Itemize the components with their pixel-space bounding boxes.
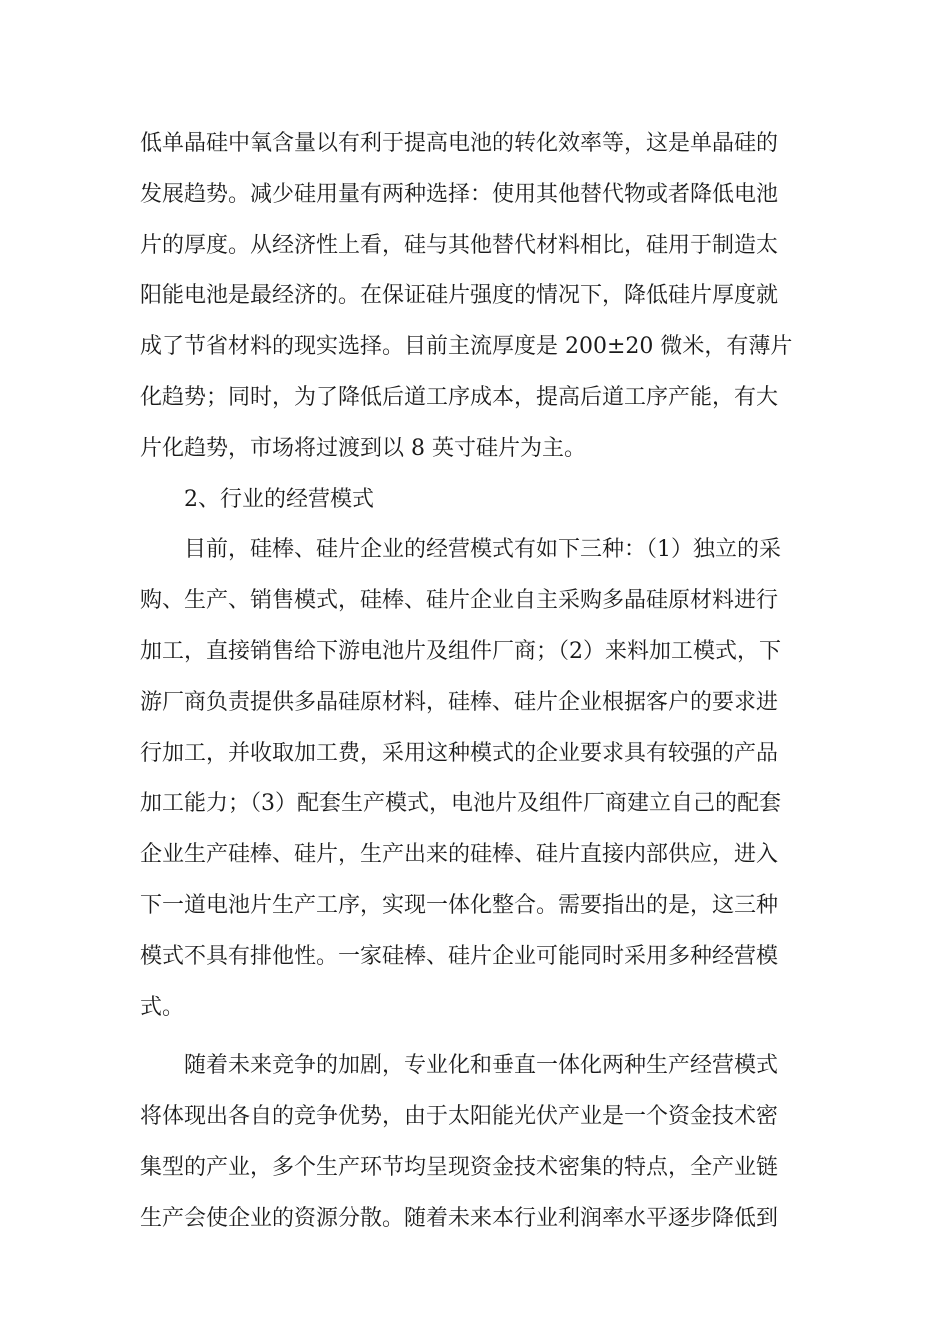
text-line: 化趋势；同时，为了降低后道工序成本，提高后道工序产能，有大	[140, 384, 779, 410]
text-line: 片的厚度。从经济性上看，硅与其他替代材料相比，硅用于制造太	[140, 232, 779, 258]
paragraph-1	[140, 119, 793, 475]
paragraph-2	[140, 525, 790, 1033]
text-line: 下一道电池片生产工序，实现一体化整合。需要指出的是，这三种	[140, 892, 779, 918]
text-line: 游厂商负责提供多晶硅原材料，硅棒、硅片企业根据客户的要求进	[140, 689, 779, 715]
text-line: 成了节省材料的现实选择。目前主流厚度是 200±20 微米，有薄片	[140, 334, 793, 360]
text-line: 低单晶硅中氧含量以有利于提高电池的转化效率等，这是单晶硅的	[140, 131, 779, 156]
text-line: 购、生产、销售模式，硅棒、硅片企业自主采购多晶硅原材料进行	[140, 588, 779, 614]
text-line: 片化趋势，市场将过渡到以 8 英寸硅片为主。	[140, 435, 586, 461]
text-line: 企业生产硅棒、硅片，生产出来的硅棒、硅片直接内部供应，进入	[140, 842, 779, 868]
text-line: 将体现出各自的竞争优势，由于太阳能光伏产业是一个资金技术密	[140, 1104, 779, 1130]
text-line: 加工能力；（3）配套生产模式，电池片及组件厂商建立自己的配套	[140, 791, 781, 817]
text-line: 集型的产业，多个生产环节均呈现资金技术密集的特点，全产业链	[140, 1154, 779, 1180]
text-line: 生产会使企业的资源分散。随着未来本行业利润率水平逐步降低到	[140, 1205, 779, 1231]
paragraph-3	[140, 1041, 790, 1244]
text-line: 行加工，并收取加工费，采用这种模式的企业要求具有较强的产品	[140, 740, 779, 766]
text-line: 随着未来竞争的加剧，专业化和垂直一体化两种生产经营模式	[184, 1053, 779, 1079]
text-line: 发展趋势。减少硅用量有两种选择：使用其他替代物或者降低电池	[140, 181, 779, 207]
text-line: 式。	[140, 994, 185, 1020]
text-line: 模式不具有排他性。一家硅棒、硅片企业可能同时采用多种经营模	[140, 943, 779, 969]
text-line: 阳能电池是最经济的。在保证硅片强度的情况下，降低硅片厚度就	[140, 283, 779, 309]
document-body	[140, 119, 793, 1245]
section-heading: 2、行业的经营模式	[184, 486, 374, 512]
text-line: 目前，硅棒、硅片企业的经营模式有如下三种：（1）独立的采	[184, 537, 781, 563]
text-line: 加工，直接销售给下游电池片及组件厂商；（2）来料加工模式，下	[140, 638, 781, 664]
paragraph-spacer	[140, 1033, 790, 1041]
